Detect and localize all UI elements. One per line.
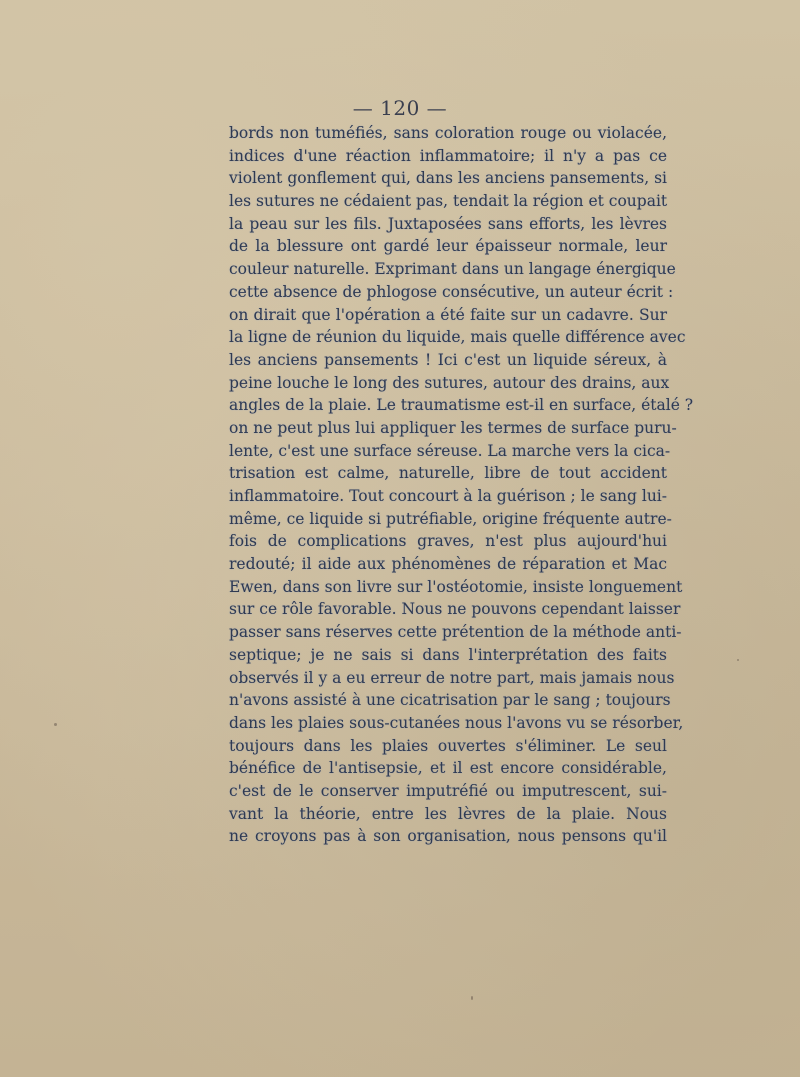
text-line: septique; je ne sais si dans l'interprétation des faits	[229, 645, 667, 664]
text-line: peine louche le long des sutures, autour des drains, aux	[229, 373, 670, 392]
text-line: vant la théorie, entre les lèvres de la plaie. Nous	[229, 804, 667, 823]
paper-speck	[54, 723, 57, 726]
text-line: même, ce liquide si putréfiable, origine fréquente autre-	[229, 509, 672, 528]
page-number: — 120 —	[352, 96, 448, 120]
text-line: couleur naturelle. Exprimant dans un langage énergique	[229, 260, 676, 279]
text-line: indices d'une réaction inflammatoire; il n'y a pas ce	[229, 146, 667, 165]
text-line: toujours dans les plaies ouvertes s'éliminer. Le seul	[229, 736, 667, 755]
text-line: violent gonflement qui, dans les anciens pansements, si	[229, 169, 667, 188]
body-text	[229, 122, 694, 848]
text-line: angles de la plaie. Le traumatisme est-il en surface, étalé ?	[229, 396, 694, 415]
text-line: on dirait que l'opération a été faite sur un cadavre. Sur	[229, 305, 667, 324]
text-line: trisation est calme, naturelle, libre de tout accident	[229, 464, 667, 483]
text-line: on ne peut plus lui appliquer les termes de surface puru-	[229, 418, 677, 437]
text-line: lente, c'est une surface séreuse. La marche vers la cica-	[229, 441, 671, 460]
text-line: dans les plaies sous-cutanées nous l'avons vu se résorber,	[229, 713, 684, 732]
text-line: observés il y a eu erreur de notre part, mais jamais nous	[229, 668, 675, 687]
paper-speck	[471, 996, 473, 1000]
text-line: la ligne de réunion du liquide, mais quelle différence avec	[229, 328, 686, 347]
text-line: c'est de le conserver imputréfié ou imputrescent, sui-	[229, 781, 667, 800]
paper-speck	[737, 659, 739, 661]
text-line: sur ce rôle favorable. Nous ne pouvons cependant laisser	[229, 600, 681, 619]
text-line: les anciens pansements ! Ici c'est un liquide séreux, à	[229, 350, 667, 369]
text-line: fois de complications graves, n'est plus aujourd'hui	[229, 532, 667, 551]
text-line: bords non tuméfiés, sans coloration rouge ou violacée,	[229, 124, 667, 142]
text-line: inflammatoire. Tout concourt à la guérison ; le sang lui-	[229, 487, 667, 505]
text-line: cette absence de phlogose consécutive, un auteur écrit :	[229, 282, 674, 301]
text-line: la peau sur les fils. Juxtaposées sans efforts, les lèvres	[229, 214, 667, 233]
text-line: ne croyons pas à son organisation, nous pensons qu'il	[229, 827, 667, 846]
text-line: n'avons assisté à une cicatrisation par le sang ; toujours	[229, 691, 671, 710]
text-line: bénéfice de l'antisepsie, et il est encore considérable,	[229, 759, 667, 778]
text-line: redouté; il aide aux phénomènes de réparation et Mac	[229, 555, 667, 574]
text-line: les sutures ne cédaient pas, tendait la région et coupait	[229, 192, 668, 211]
text-line: Ewen, dans son livre sur l'ostéotomie, insiste longuement	[229, 577, 683, 596]
text-line: passer sans réserves cette prétention de la méthode anti-	[229, 623, 682, 642]
text-line: de la blessure ont gardé leur épaisseur normale, leur	[229, 237, 667, 256]
